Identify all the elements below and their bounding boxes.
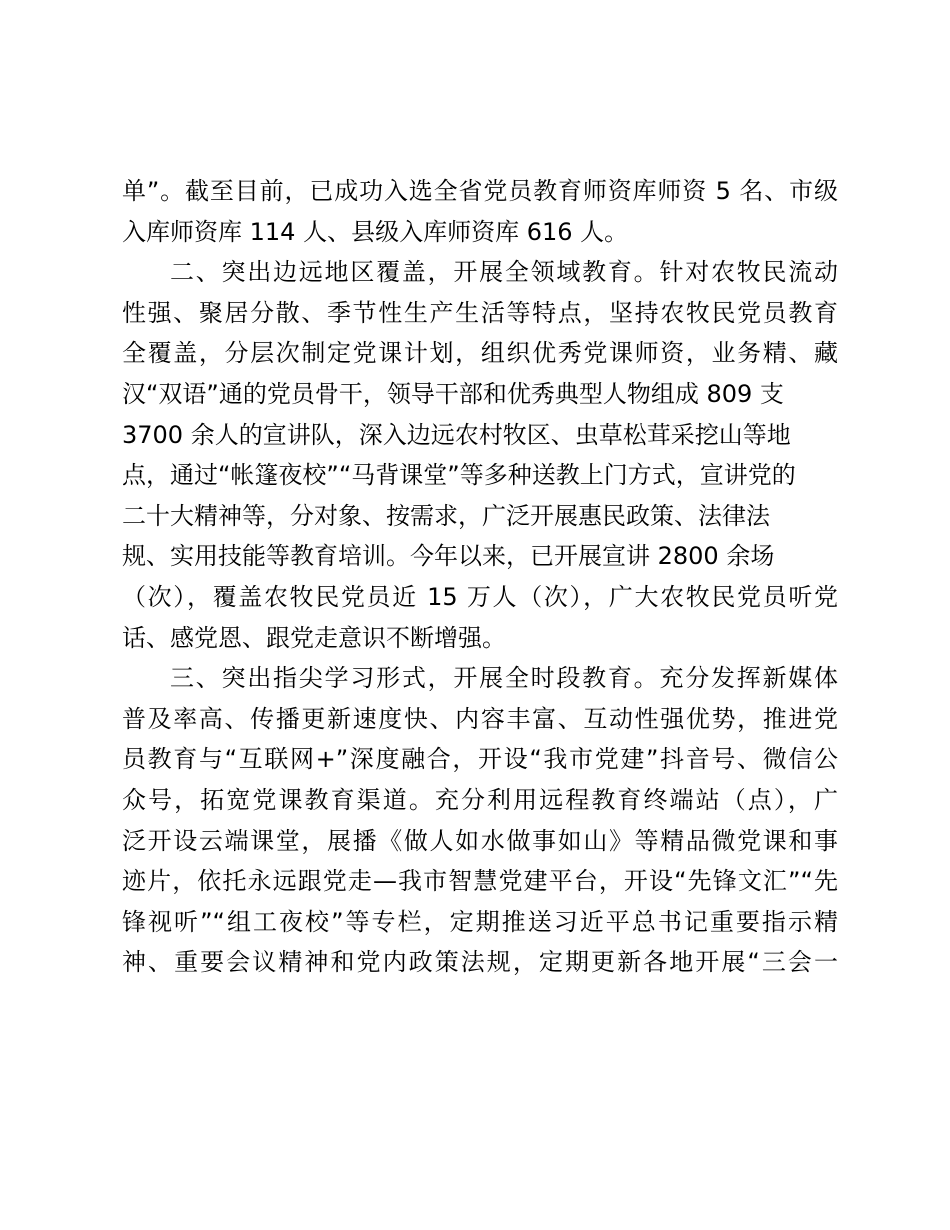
paragraph-line: 汉“双语”通的党员骨干，领导干部和优秀典型人物组成 809 支 <box>122 379 784 408</box>
paragraph-line: 神、重要会议精神和党内政策法规，定期更新各地开展“三会一 <box>122 948 838 977</box>
paragraph-line: 点，通过“帐篷夜校”“马背课堂”等多种送教上门方式，宣讲党的 <box>122 461 796 490</box>
paragraph-line: 话、感党恩、跟党走意识不断增强。 <box>122 623 506 652</box>
paragraph-line: 员教育与“互联网+”深度融合，开设“我市党建”抖音号、微信公 <box>122 745 838 774</box>
paragraph-line: 二十大精神等，分对象、按需求，广泛开展惠民政策、法律法 <box>122 501 770 530</box>
paragraph-line: 性强、聚居分散、季节性生产生活等特点，坚持农牧民党员教育 <box>122 298 838 327</box>
section-heading-line: 三、突出指尖学习形式，开展全时段教育。充分发挥新媒体 <box>170 664 838 693</box>
paragraph-line: 锋视听”“组工夜校”等专栏，定期推送习近平总书记重要指示精 <box>122 907 838 936</box>
paragraph-line: 普及率高、传播更新速度快、内容丰富、互动性强优势，推进党 <box>122 704 838 733</box>
paragraph-line: 规、实用技能等教育培训。今年以来，已开展宣讲 2800 余场 <box>122 542 775 571</box>
document-body <box>122 171 838 983</box>
paragraph-line: 入库师资库 114 人、县级入库师资库 616 人。 <box>122 217 629 246</box>
paragraph-line: 全覆盖，分层次制定党课计划，组织优秀党课师资，业务精、藏 <box>122 339 838 368</box>
paragraph-line: 泛开设云端课堂，展播《做人如水做事如山》等精品微党课和事 <box>122 826 838 855</box>
paragraph-line: 3700 余人的宣讲队，深入边远农村牧区、虫草松茸采挖山等地 <box>122 420 791 449</box>
section-heading-line: 二、突出边远地区覆盖，开展全领域教育。针对农牧民流动 <box>170 258 838 287</box>
paragraph-line: 众号，拓宽党课教育渠道。充分利用远程教育终端站（点），广 <box>122 785 838 814</box>
paragraph-line: 单”。截至目前，已成功入选全省党员教育师资库师资 5 名、市级 <box>122 177 838 205</box>
paragraph-line: 迹片，依托永远跟党走—我市智慧党建平台，开设“先锋文汇”“先 <box>122 867 838 896</box>
paragraph-line: （次），覆盖农牧民党员近 15 万人（次），广大农牧民党员听党 <box>122 582 838 611</box>
